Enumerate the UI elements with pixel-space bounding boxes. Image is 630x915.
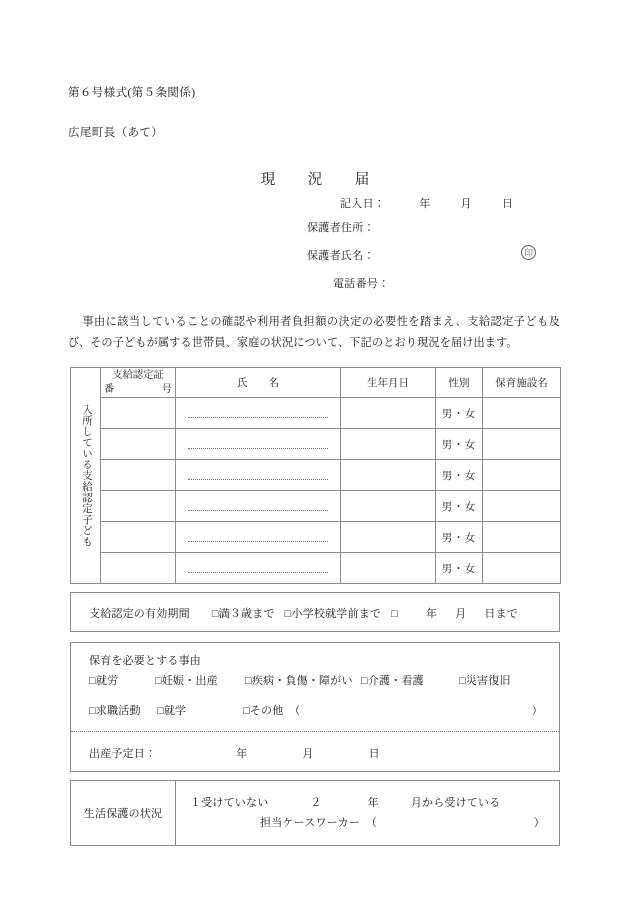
name-dotted-line [188,501,328,511]
checkbox-disaster-recovery[interactable]: □災害復旧 [459,675,511,687]
column-header-birthdate: 生年月日 [341,368,436,398]
option-receiving-number[interactable]: ２ [310,797,322,809]
column-header-certificate-number [101,368,176,398]
validity-period-label: 支給認定の有効期間 [89,608,190,620]
fill-date-year: 年 [419,198,431,210]
fill-date-field [340,195,513,211]
guardian-address-label: 保護者住所： [307,222,375,234]
phone-label: 電話番号： [333,278,390,290]
checkbox-other-reason[interactable]: □その他 （ [243,705,301,717]
cell-facility[interactable] [483,398,561,429]
cell-certificate-number[interactable] [101,522,176,553]
public-assistance-section [70,780,560,846]
seal-stamp-icon: 印 [521,245,536,260]
cell-birthdate[interactable] [341,398,436,429]
public-assistance-options [190,794,559,810]
page-title: 現 況 届 [260,172,379,188]
validity-month: 月 [455,608,467,620]
certified-children-table [70,367,561,584]
column-header-sex: 性別 [436,368,483,398]
checkbox-custom-date[interactable]: □ [391,608,398,620]
name-dotted-line [188,408,328,418]
checkbox-age-3[interactable]: □満３歳まで [211,608,275,620]
caseworker-paren-close: ） [533,817,545,829]
other-reason-paren-close: ） [531,705,543,717]
due-date-day: 日 [368,748,380,760]
cell-certificate-number[interactable] [101,429,176,460]
checkbox-preschool[interactable]: □小学校就学前まで [284,608,382,620]
cell-sex[interactable]: 男・女 [436,460,483,491]
public-assistance-body [176,781,559,845]
due-date-year: 年 [236,748,248,760]
body-paragraph-text: 事由に該当していることの確認や利用者負担額の決定の必要性を踏まえ、支給認定子ども及び、その子どもが属する世帯員、家庭の状況について、下記のとおり現況を届け出ます。 [68,316,560,349]
childcare-reason-title: 保育を必要とする事由 [89,655,201,667]
cell-birthdate[interactable] [341,522,436,553]
addressee-line: 広尾町長（あて） [68,127,164,139]
validity-year: 年 [425,608,438,620]
name-dotted-line [188,532,328,542]
fill-date-month: 月 [460,198,472,210]
cell-sex[interactable]: 男・女 [436,429,483,460]
option-receiving-year: 年 [367,797,379,809]
table-row [71,398,561,429]
option-receiving-rest: 月から受けている [410,797,501,809]
cell-facility[interactable] [483,522,561,553]
table-row [71,522,561,553]
table-row [71,460,561,491]
due-date-month: 月 [302,748,314,760]
table-row [71,429,561,460]
cert-header-gou: 号 [161,383,172,395]
guardian-name-label: 保護者氏名： [307,250,375,262]
checkbox-schooling[interactable]: □就学 [157,705,187,717]
table-row [71,491,561,522]
cert-header-ban: 番 [104,383,115,395]
cell-facility[interactable] [483,491,561,522]
cell-certificate-number[interactable] [101,460,176,491]
cell-name[interactable] [176,553,341,584]
guardian-address-field [307,219,375,235]
checkbox-pregnancy-childbirth[interactable]: □妊娠・出産 [155,675,218,687]
cell-birthdate[interactable] [341,460,436,491]
cell-facility[interactable] [483,553,561,584]
fill-date-label: 記入日： [340,198,386,210]
checkbox-job-seeking[interactable]: □求職活動 [89,705,141,717]
due-date-row [71,732,559,761]
cell-facility[interactable] [483,460,561,491]
cell-sex[interactable]: 男・女 [436,553,483,584]
column-header-facility: 保育施設名 [483,368,561,398]
childcare-reason-row-2 [89,702,561,718]
due-date-label: 出産予定日： [89,748,157,760]
caseworker-row [190,814,559,830]
checkbox-nursing-care[interactable]: □介護・看護 [361,675,424,687]
childcare-reason-section [70,642,560,772]
childcare-reason-row-1 [89,672,559,688]
column-header-name: 氏 名 [176,368,341,398]
name-dotted-line [188,439,328,449]
cell-sex[interactable]: 男・女 [436,522,483,553]
cert-header-line1: 支給認定証 [112,369,164,381]
vertical-section-label-text: 入所している支給認定子ども [80,404,92,547]
body-paragraph [68,312,560,353]
cell-name[interactable] [176,522,341,553]
checkbox-illness-injury-disability[interactable]: □疾病・負傷・障がい [245,675,353,687]
cell-certificate-number[interactable] [101,398,176,429]
vertical-section-label [71,368,101,584]
guardian-name-field [307,247,375,263]
public-assistance-label: 生活保護の状況 [71,781,176,845]
phone-field [333,275,390,291]
cell-name[interactable] [176,429,341,460]
cell-sex[interactable]: 男・女 [436,491,483,522]
cell-name[interactable] [176,398,341,429]
option-not-receiving[interactable]: １受けていない [190,797,269,809]
table-header-row [71,368,561,398]
cell-sex[interactable]: 男・女 [436,398,483,429]
cell-facility[interactable] [483,429,561,460]
cell-name[interactable] [176,460,341,491]
form-code: 第６号様式(第５条関係) [68,87,196,99]
cell-birthdate[interactable] [341,553,436,584]
table-row [71,553,561,584]
cell-certificate-number[interactable] [101,491,176,522]
cell-name[interactable] [176,491,341,522]
validity-period-section [70,592,560,632]
cell-birthdate[interactable] [341,491,436,522]
cell-birthdate[interactable] [341,429,436,460]
validity-day-until: 日まで [484,608,518,620]
name-dotted-line [188,470,328,480]
checkbox-employment[interactable]: □就労 [89,675,119,687]
caseworker-label: 担当ケースワーカー （ [260,817,377,829]
cell-certificate-number[interactable] [101,553,176,584]
fill-date-day: 日 [501,198,514,210]
name-dotted-line [188,563,328,573]
